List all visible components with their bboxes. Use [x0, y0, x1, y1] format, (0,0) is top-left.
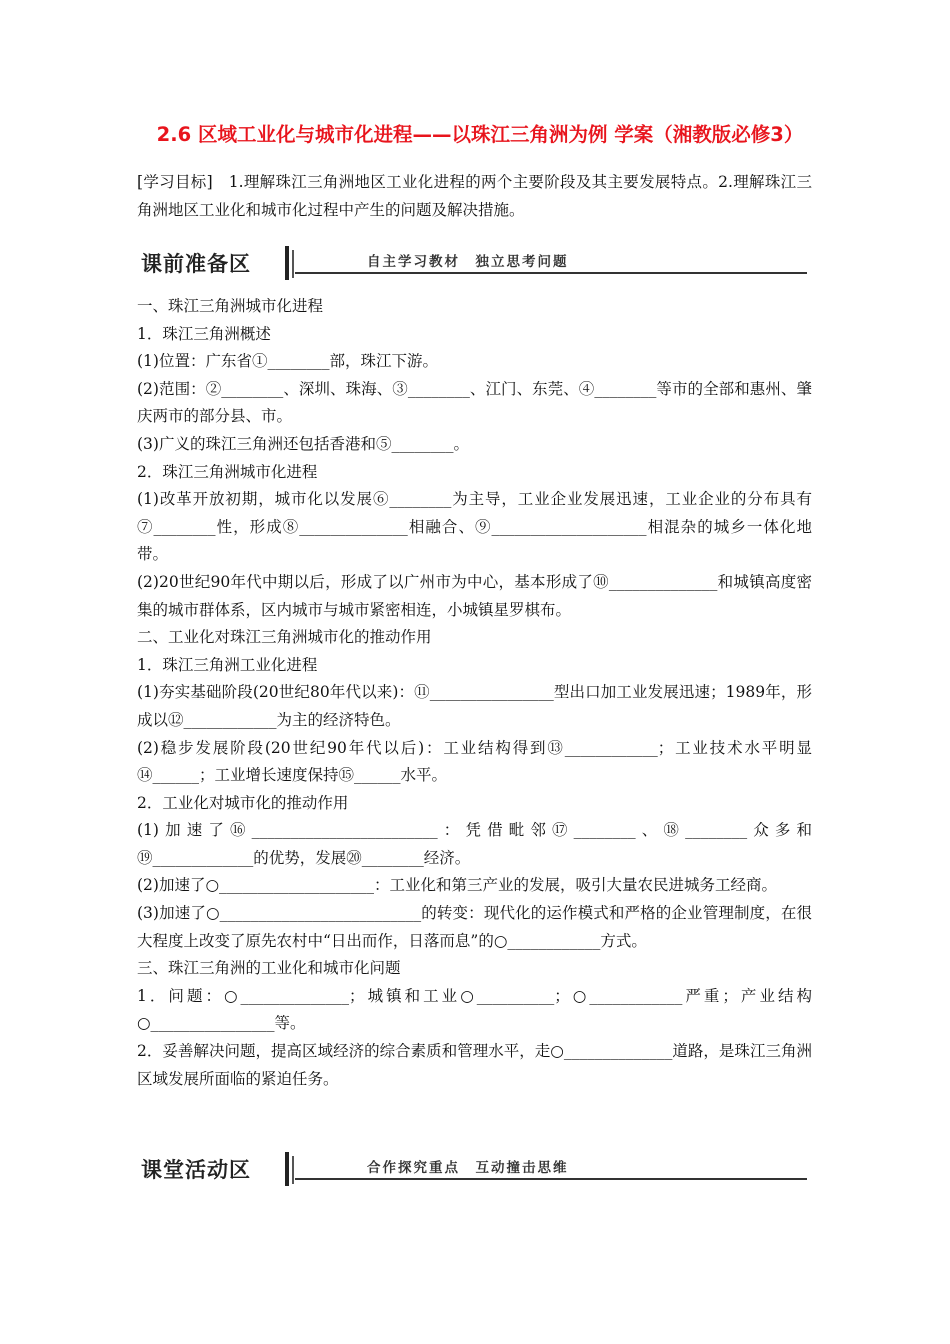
subsection-heading: 2．珠江三角洲城市化进程	[137, 462, 318, 481]
banner-subtitle: 自主学习教材 独立思考问题	[367, 254, 569, 270]
banner-subtitle: 合作探究重点 互动撞击思维	[367, 1160, 569, 1176]
worksheet-item: (3)加速了○__________________________的转变：现代化的运作模式和严格的企业管理制度，在很大程度上改变了原先农村中“日出而作，日落而息”的○____________方式。	[137, 904, 812, 950]
worksheet-item: (2)稳步发展阶段(20世纪90年代以后)：工业结构得到⑬____________；工业技术水平明显⑭______；工业增长速度保持⑮______水平。	[137, 738, 812, 785]
worksheet-item: (2)20世纪90年代中期以后，形成了以广州市为中心，基本形成了⑩______________和城镇高度密集的城市群体系，区内城市与城市紧密相连，小城镇星罗棋布。	[137, 572, 812, 619]
worksheet-item: (3)广义的珠江三角洲还包括香港和⑤________。	[137, 434, 469, 453]
banner-rule	[295, 272, 807, 274]
worksheet-item: (1)改革开放初期，城市化以发展⑥________为主导，工业企业发展迅速，工业企业的分布具有⑦________性，形成⑧______________相融合、⑨____________________相混杂的城乡一体化地带。	[137, 490, 812, 564]
banner-divider	[292, 1156, 294, 1184]
worksheet-item: 1．问题：○______________；城镇和工业○__________；○____________严重；产业结构○________________等。	[137, 986, 812, 1033]
banner-rule	[295, 1178, 807, 1180]
banner-divider	[292, 250, 294, 278]
section-heading: 二、工业化对珠江三角洲城市化的推动作用	[137, 628, 432, 647]
subsection-heading: 1．珠江三角洲概述	[137, 324, 271, 343]
section-heading: 一、珠江三角洲城市化进程	[137, 297, 324, 315]
subsection-heading: 1．珠江三角洲工业化进程	[137, 655, 318, 674]
worksheet-item: (1)夯实基础阶段(20世纪80年代以来)：⑪________________型出口加工业发展迅速；1989年，形成以⑫____________为主的经济特色。	[137, 683, 812, 729]
worksheet-body	[137, 293, 812, 1093]
section-banner-class	[137, 1152, 807, 1192]
banner-title: 课堂活动区	[141, 1158, 251, 1182]
banner-divider	[285, 1152, 289, 1186]
banner-divider	[285, 246, 289, 280]
worksheet-item: (2)范围：②________、深圳、珠海、③________、江门、东莞、④________等市的全部和惠州、肇庆两市的部分县、市。	[137, 379, 812, 426]
banner-title: 课前准备区	[141, 252, 251, 276]
subsection-heading: 2．工业化对城市化的推动作用	[137, 793, 349, 812]
worksheet-item: (1)位置：广东省①________部，珠江下游。	[137, 352, 438, 371]
worksheet-item: (1)加速了⑯________________________：凭借毗邻⑰________、⑱________众多和⑲_____________的优势，发展⑳________经济。	[137, 821, 812, 867]
worksheet-item: 2．妥善解决问题，提高区域经济的综合素质和管理水平，走○______________道路，是珠江三角洲区域发展所面临的紧迫任务。	[137, 1042, 812, 1088]
worksheet-item: (2)加速了○____________________：工业化和第三产业的发展，吸引大量农民进城务工经商。	[137, 876, 777, 895]
document-title: 2.6 区域工业化与城市化进程——以珠江三角洲为例 学案（湘教版必修3）	[156, 123, 804, 146]
learning-goals: [学习目标] 1.理解珠江三角洲地区工业化进程的两个主要阶段及其主要发展特点。2.理解珠江三角洲地区工业化和城市化过程中产生的问题及解决措施。	[137, 173, 812, 219]
section-heading: 三、珠江三角洲的工业化和城市化问题	[137, 959, 401, 978]
section-banner-prep	[137, 246, 807, 286]
